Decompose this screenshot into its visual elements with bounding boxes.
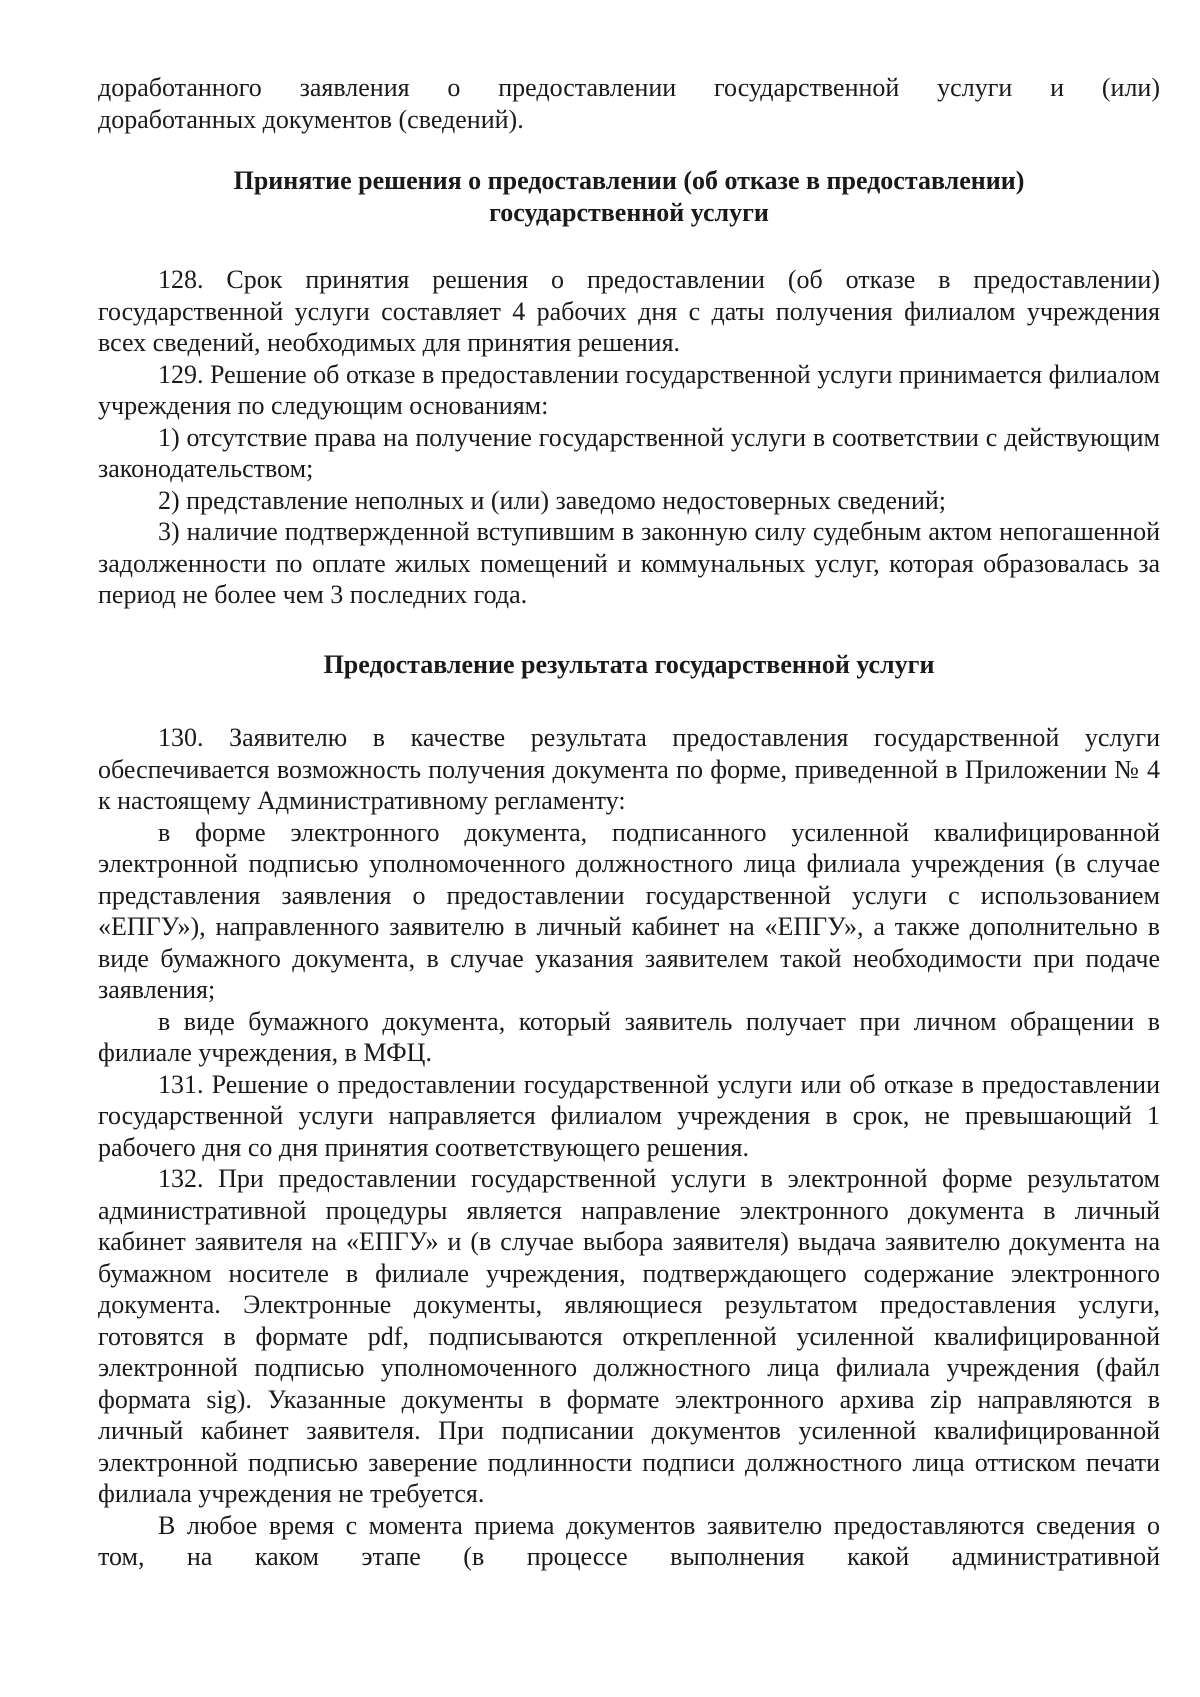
section-heading-decision xyxy=(98,165,1160,228)
paragraph-130-paper: в виде бумажного документа, который заявитель получает при личном обращении в филиале учреждения, в МФЦ. xyxy=(98,1006,1160,1067)
list-item-3: 3) наличие подтвержденной вступившим в законную силу судебным актом непогашенной задолженности по оплате жилых помещений и коммунальных услуг, которая образовалась за период не более чем 3 последних года. xyxy=(98,517,1160,609)
paragraph-final: В любое время с момента приема документов заявителю предоставляются сведения о том, на каком этапе (в процессе выполнения какой административной xyxy=(98,1510,1160,1571)
paragraph-132: 132. При предоставлении государственной услуги в электронной форме результатом административной процедуры является направление электронного документа в личный кабинет заявителя на «ЕПГУ» и (в случае выбора заявителя) выдача заявителю документа на бумажном носителе в филиале учреждения, подтверждающего содержание электронного документа. Электронные документы, являющиеся результатом предоставления услуги, готовятся в формате pdf, подписываются открепленной усиленной квалифицированной электронной подписью уполномоченного должностного лица филиала учреждения (файл формата sig). Указанные документы в формате электронного архива zip направляются в личный кабинет заявителя. При подписании документов усиленной квалифицированной электронной подписью заверение подлинности подписи должностного лица оттиском печати филиала учреждения не требуется. xyxy=(98,1164,1160,1508)
paragraph-128: 128. Срок принятия решения о предоставлении (об отказе в предоставлении) государственной услуги составляет 4 рабочих дня с даты получения филиалом учреждения всех сведений, необходимых для принятия решения. xyxy=(98,265,1160,357)
paragraph-130-electronic: в форме электронного документа, подписанного усиленной квалифицированной электронной подписью уполномоченного должностного лица филиала учреждения (в случае представления заявления о предоставлении государственной услуги с использованием «ЕПГУ»), направленного заявителю в личный кабинет на «ЕПГУ», а также дополнительно в виде бумажного документа, в случае указания заявителем такой необходимости при подаче заявления; xyxy=(98,817,1160,1004)
list-item-2: 2) представление неполных и (или) заведомо недостоверных сведений; xyxy=(158,485,946,515)
section-heading-decision-line-2: государственной услуги xyxy=(489,197,769,227)
document-page xyxy=(98,72,1160,1573)
intro-line-1: доработанного заявления о предоставлении государственной услуги и (или) xyxy=(98,73,1160,102)
list-item-1: 1) отсутствие права на получение государственной услуги в соответствии с действующим законодательством; xyxy=(98,422,1160,483)
paragraph-130: 130. Заявителю в качестве результата предоставления государственной услуги обеспечивается возможность получения документа по форме, приведенной в Приложении № 4 к настоящему Административному регламенту: xyxy=(98,723,1160,815)
section-heading-decision-line-1: Принятие решения о предоставлении (об отказе в предоставлении) xyxy=(233,166,1025,195)
intro-line-2: доработанных документов (сведений). xyxy=(98,104,524,134)
paragraph-131: 131. Решение о предоставлении государственной услуги или об отказе в предоставлении государственной услуги направляется филиалом учреждения в срок, не превышающий 1 рабочего дня со дня принятия соответствующего решения. xyxy=(98,1069,1160,1162)
paragraph-129: 129. Решение об отказе в предоставлении государственной услуги принимается филиалом учреждения по следующим основаниям: xyxy=(98,359,1160,420)
section-heading-result: Предоставление результата государственной услуги xyxy=(323,649,935,679)
